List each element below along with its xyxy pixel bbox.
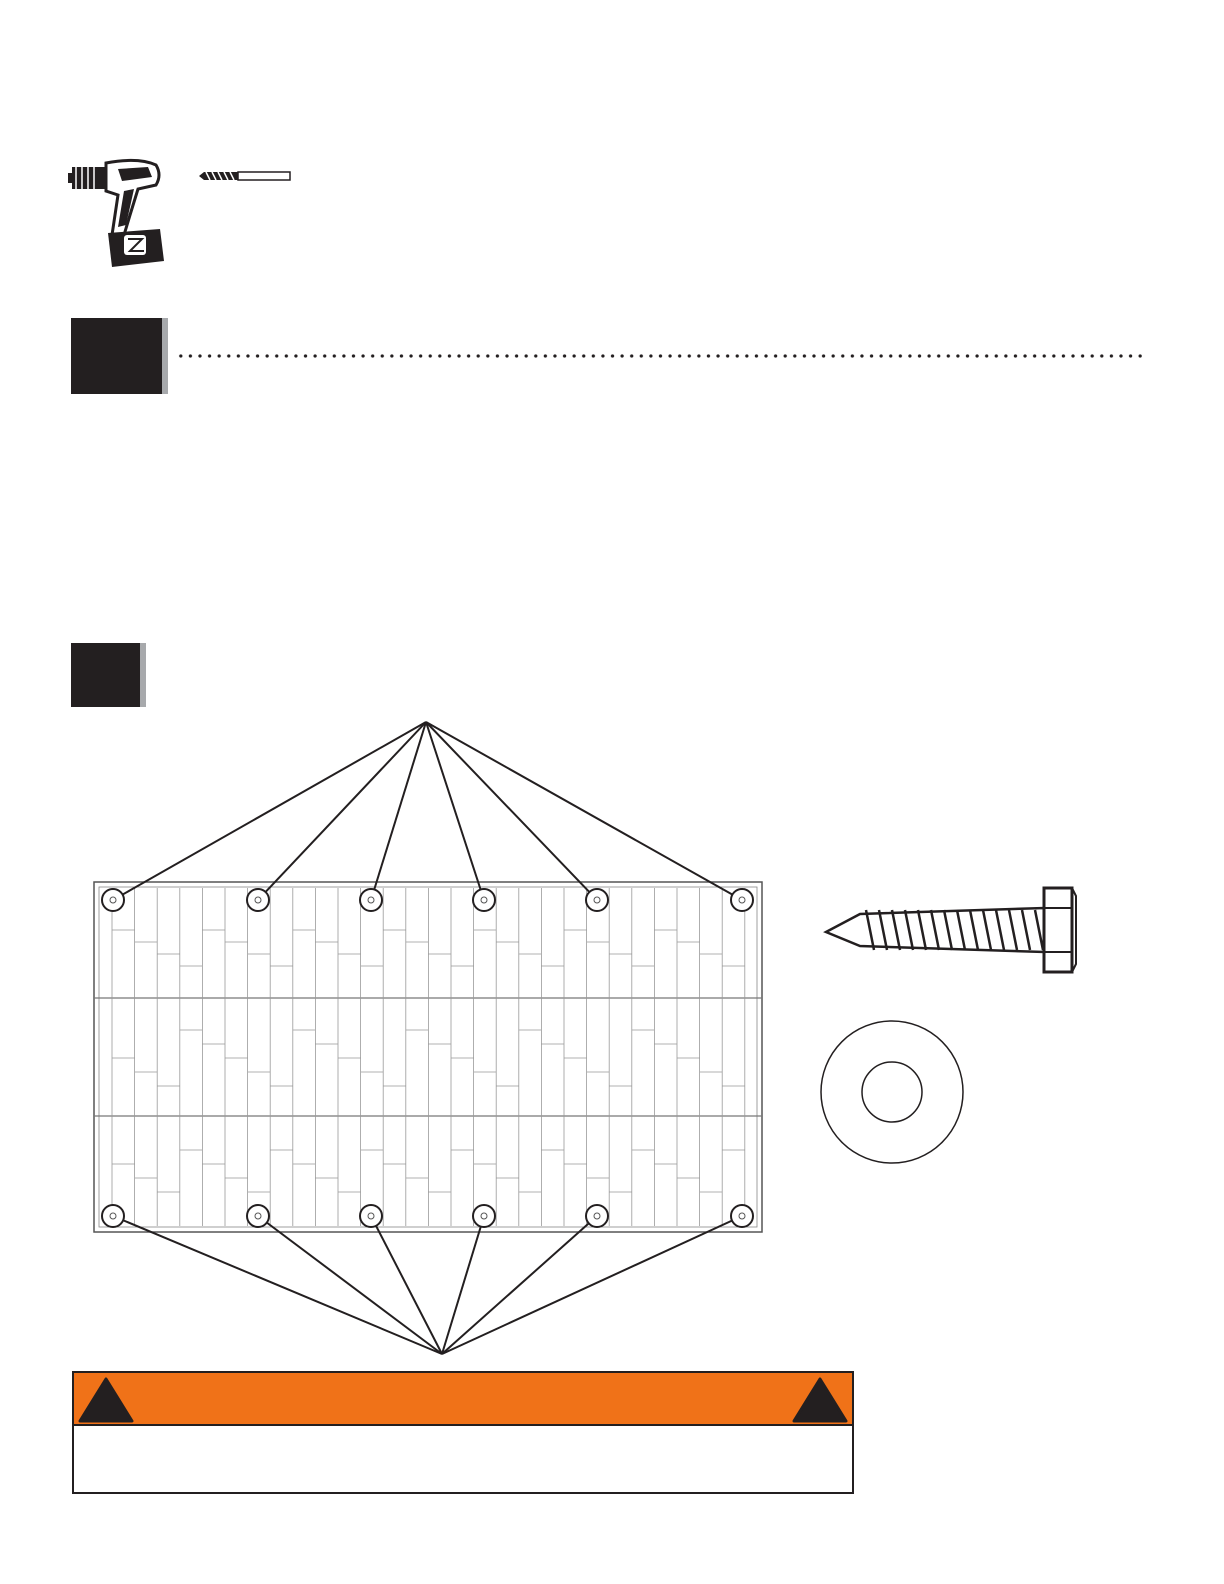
flat-washer-icon [818, 1018, 968, 1168]
leader-line [426, 722, 597, 900]
fastener-location [731, 1205, 753, 1227]
drill-bit-icon [198, 170, 292, 182]
fastener-location [360, 1205, 382, 1227]
leader-line [371, 1216, 442, 1354]
step-marker-shadow [162, 318, 168, 394]
fastener-location [586, 889, 608, 911]
lag-screw-icon [820, 884, 1080, 976]
leader-line [426, 722, 742, 900]
warning-triangle-icon [792, 1377, 848, 1423]
leader-line [442, 1216, 597, 1354]
warning-box [72, 1371, 854, 1494]
sub-step-marker-shadow [140, 643, 146, 707]
fastener-location [586, 1205, 608, 1227]
fastener-location [247, 1205, 269, 1227]
fastener-location [473, 1205, 495, 1227]
step-marker [71, 318, 162, 394]
fastener-location [102, 1205, 124, 1227]
leader-line [442, 1216, 484, 1354]
section-divider [176, 354, 1142, 358]
fastener-location [360, 889, 382, 911]
fastener-location [731, 889, 753, 911]
leader-line [258, 722, 426, 900]
fastener-location [247, 889, 269, 911]
leader-line [113, 1216, 442, 1354]
warning-triangle-icon [78, 1377, 134, 1423]
leader-line [442, 1216, 742, 1354]
fastener-location [473, 889, 495, 911]
warning-header-bar [74, 1373, 852, 1426]
leader-line [258, 1216, 442, 1354]
floor-panel-diagram [0, 700, 800, 1370]
cordless-drill-icon [68, 155, 164, 270]
sub-step-marker [71, 643, 140, 707]
fastener-location [102, 889, 124, 911]
